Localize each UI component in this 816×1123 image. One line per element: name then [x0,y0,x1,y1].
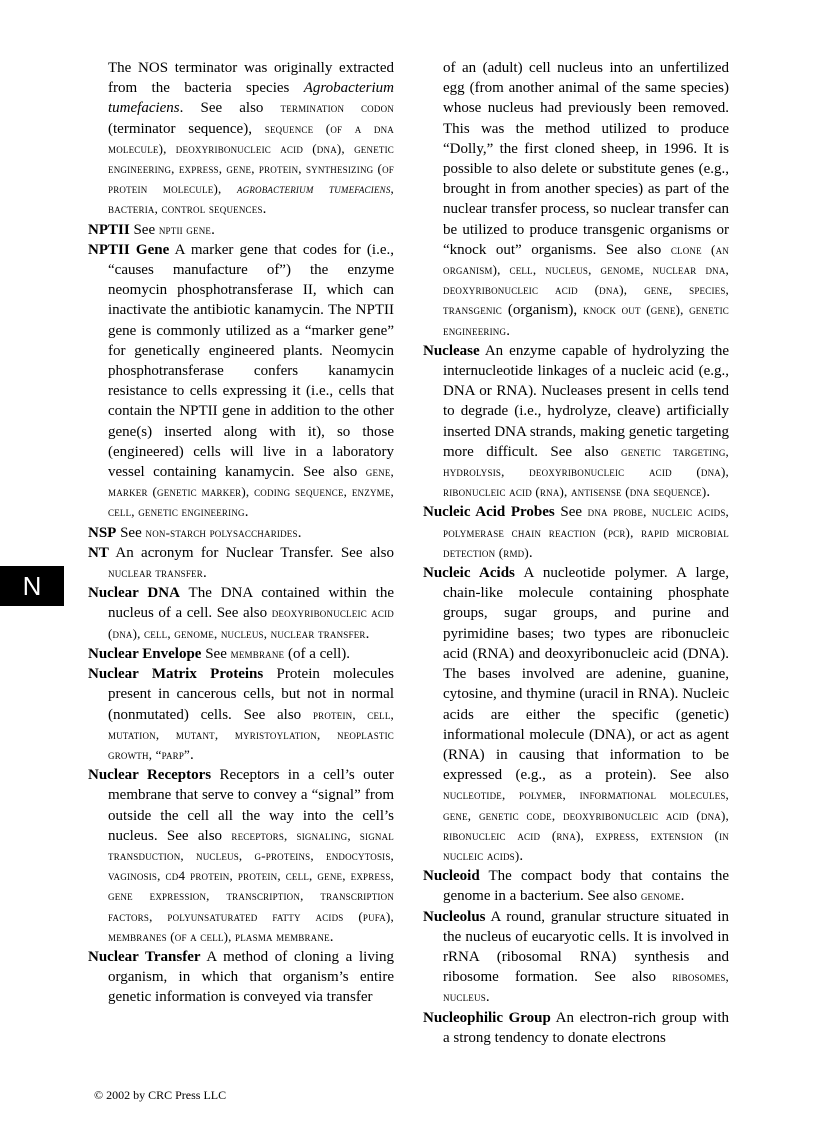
right-column [423,58,729,1048]
cross-ref: genetic targeting, hydrolysis, deoxyribonucleic acid (dna), ribonucleic acid (rna), antisense (dna sequence) [443,443,729,500]
entry-nuclear-dna [88,583,394,644]
cross-ref: nptii gene [158,221,212,237]
body-text: . [528,544,533,561]
species-name: Agrobacterium tumefaciens [108,80,394,117]
cross-ref: protein, cell, mutation, mutant, myristoylation, neoplastic growth, “parp” [108,706,394,762]
cross-ref: nuclear transfer [108,565,203,581]
cross-ref: termination codon [280,100,394,116]
cross-ref: gene, marker (genetic marker), coding sequence, enzyme, cell, genetic engineering [108,464,394,520]
cross-ref: deoxyribonucleic acid (dna), cell, genome, nucleus, nuclear transfer [108,605,394,641]
entry-headword: Nuclear DNA [88,585,180,602]
body-text: . [211,221,215,238]
cross-ref: agrobacterium tumefaciens [236,181,391,197]
entry-headword: Nucleolus [423,908,486,925]
entry-headword: Nuclear Transfer [88,948,201,965]
cross-ref: genome [640,888,681,904]
copyright-footer: © 2002 by CRC Press LLC [94,1088,227,1102]
entry-nucleic-acids [423,563,729,866]
cross-ref: dna probe, nucleic acids, polymerase chain reaction (pcr), rapid microbial detection (rmd) [443,504,729,560]
cross-ref: membrane [230,645,285,661]
body-text: (organism), [502,302,584,319]
body-text: A nucleotide polymer. A large, chain-like molecule containing phosphate groups, sugar groups, and purine and pyrimidine bases; two types are ribonucleic acid (RNA) and deoxyribonucleic acid (DNA). The bases involved are adenine, guanine, cytosine, and thymine (uracil in RNA). Nucleic acids are either the specific (genetic) informational molecule (DNA), or act as agent (RNA) in causing that information to be expressed (e.g., as a protein). See also [443,565,730,784]
body-text: . [190,746,194,763]
entry-nptii-gene [88,240,394,523]
body-text: Protein molecules present in cancerous cells, but not in normal (nonmutated) cells. See also [108,666,394,723]
entry-nucleoid [423,866,729,906]
entry-headword: NPTII [88,221,130,238]
entry-nptii [88,220,394,240]
entry-headword: Nucleoid [423,868,480,885]
entry-nuclear-envelope [88,644,394,664]
body-text: See [201,645,231,662]
entry-nos-terminator-cont [88,58,394,220]
entry-headword: Nucleic Acids [423,565,515,582]
cross-ref: knock out (gene), genetic engineering [443,302,729,338]
section-letter-tab [0,566,64,606]
section-letter: N [22,570,42,601]
left-column [88,58,394,1008]
entry-nuclear-transfer-cont [423,58,729,341]
body-text: . [244,504,249,521]
body-text: . [519,847,524,864]
cross-ref: sequence (of a dna molecule), deoxyribonucleic acid (dna), genetic engineering, express, gene, protein, synthesizing (of protein molecule), [108,120,394,197]
body-text: The compact body that contains the genome in a bacterium. See also [443,868,729,905]
body-text: The DNA contained within the nucleus of a cell. See also [108,585,394,622]
body-text: of an (adult) cell nucleus into an unfertilized egg (from another animal of the same species) whose nucleus had previously been removed. This was the method utilized to produce “Dolly,” the first cloned sheep, in 1996. It is possible to also delete or substitute genes (e.g., brought in from another species) as part of the nuclear transfer process, so nuclear transfer can be utilized to produce transgenic organisms or “knock out” organisms. See also [443,60,729,258]
body-text: See [554,504,588,521]
body-text: See [116,524,146,541]
entry-nuclease [423,341,729,503]
entry-headword: Nuclear Receptors [88,767,212,784]
body-text: (terminator sequence), [108,120,265,137]
body-text: . [202,565,207,582]
body-text: . [680,888,685,905]
body-text: Receptors in a cell’s outer membrane that serve to convey a “signal” from outside the cell all the way into the cell’s nucleus. See also [108,767,394,844]
body-text: A marker gene that codes for (i.e., “causes manufacture of”) the enzyme neomycin phosphotransferase II, which can inactivate the antibiotic kanamycin. The NPTII gene is commonly utilized as a “marker gene” for genetically engineered plants. Neomycin phosphotransferase confers kanamycin resistance to cells expressing it (i.e., cells that contain the NPTII gene in addition to the other gene(s) inserted along with it), so those (engineered) cells will live in a laboratory vessel containing kanamycin. See also [108,241,395,481]
entry-headword: NT [88,544,109,561]
entry-nuclear-matrix-proteins [88,664,394,765]
body-text: . [506,322,510,339]
body-text: . [365,625,370,642]
body-text: An acronym for Nuclear Transfer. See also [108,544,394,561]
entry-headword: Nucleic Acid Probes [423,504,555,521]
cross-ref: nucleotide, polymer, informational molecules, gene, genetic code, deoxyribonucleic acid (dna), ribonucleic acid (rna), express, extension (in nucleic acids) [443,787,729,863]
body-text: See [129,221,159,238]
entry-headword: NSP [88,524,117,541]
entry-nuclear-receptors [88,765,394,947]
body-text: An enzyme capable of hydrolyzing the internucleotide linkages of a nucleic acid (e.g., DNA or RNA). Nucleases present in cells tend to degrade (i.e., hydrolyze, cleave) artificially inserted DNA strands, making genetic targeting more difficult. See also [443,342,729,460]
entry-headword: Nuclease [423,342,480,359]
body-text: . [262,201,267,218]
cross-ref: clone (an organism), cell, nucleus, genome, nuclear dna, deoxyribonucleic acid (dna), gene, species, transgenic [443,241,729,318]
entry-nucleic-acid-probes [423,502,729,563]
body-text: (of a cell). [284,645,351,662]
entry-nuclear-transfer [88,947,394,1008]
body-text: . [329,928,334,945]
entry-nt [88,543,394,583]
cross-ref: non-starch polysaccharides [145,524,298,540]
body-text: The NOS terminator was originally extracted from the bacteria species [108,60,394,97]
entry-headword: Nuclear Envelope [88,645,202,662]
entry-headword: Nucleophilic Group [423,1009,551,1026]
body-text: A method of cloning a living organism, in which that organism’s entire genetic information is conveyed via transfer [108,948,394,1006]
entry-headword: Nuclear Matrix Proteins [88,666,264,683]
entry-nucleophilic-group [423,1008,729,1048]
body-text: . [706,484,711,501]
body-text: An electron-rich group with a strong tendency to donate electrons [443,1009,729,1046]
entry-headword: NPTII Gene [88,241,170,258]
cross-ref: ribosomes, nucleus [443,969,729,1005]
entry-nucleolus [423,907,729,1008]
body-text: A round, granular structure situated in the nucleus of eucaryotic cells. It is involved in rRNA (ribosomal RNA) synthesis and ribosome formation. See also [443,908,729,986]
cross-ref: , bacteria, control sequences [108,181,394,217]
cross-ref: receptors, signaling, signal transduction, nucleus, g-proteins, endocytosis, vaginosis, cd4 protein, protein, cell, gene, express, gene expression, transcription, transcription factors, polyunsaturated fatty acids (pufa), membranes (of a cell), plasma membrane [108,827,394,944]
entry-nsp [88,523,394,543]
body-text: . [297,524,302,541]
body-text: . See also [179,100,281,117]
body-text: . [485,989,490,1006]
